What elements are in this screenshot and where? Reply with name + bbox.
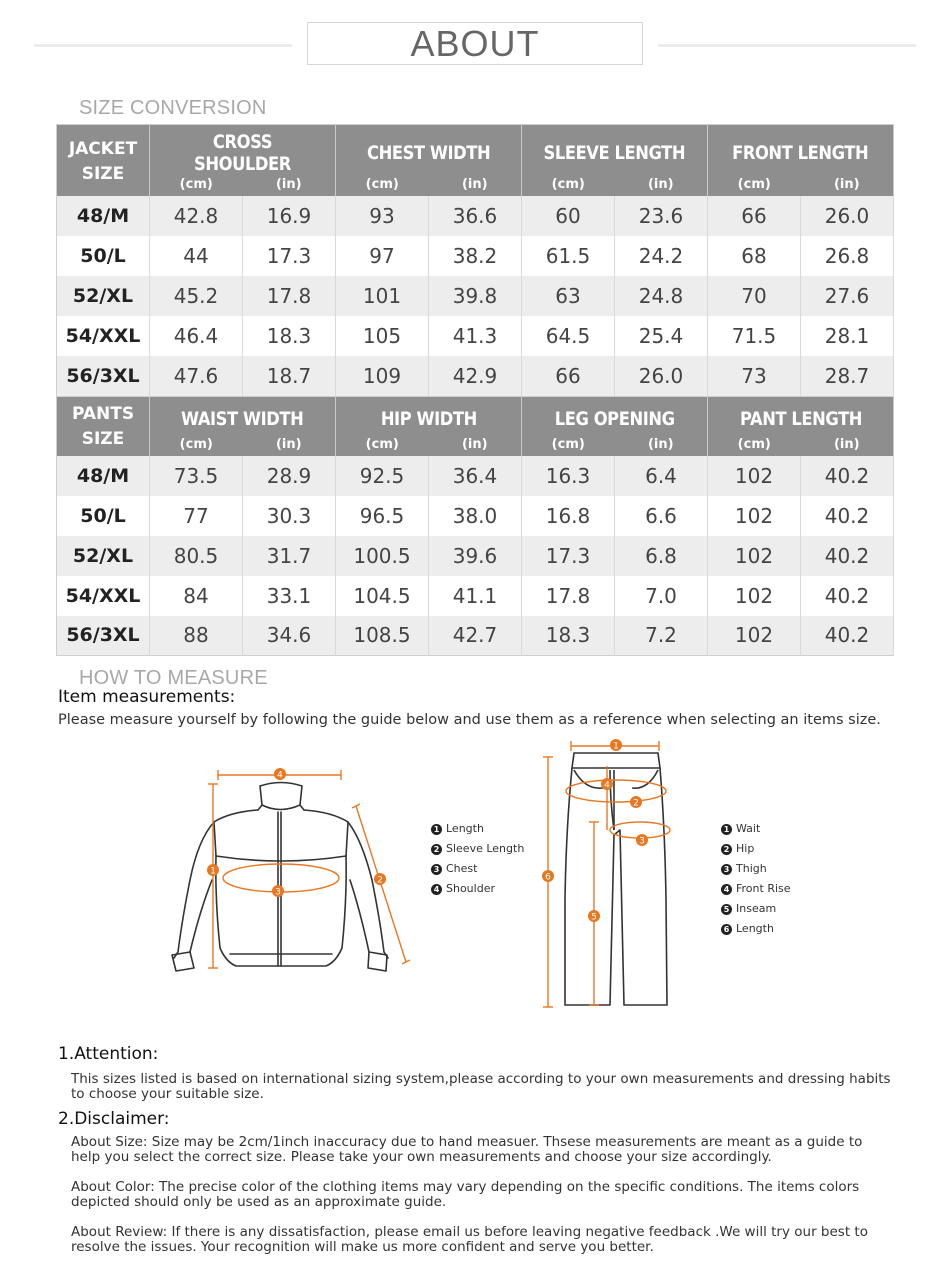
value-cell: 80.5: [150, 536, 243, 576]
value-cell: 36.4: [429, 456, 522, 496]
value-cell: 60: [522, 196, 615, 236]
value-cell: 40.2: [801, 496, 894, 536]
value-cell: 39.8: [429, 276, 522, 316]
header-chest-width: CHEST WIDTH: [336, 125, 522, 176]
value-cell: 77: [150, 496, 243, 536]
value-cell: 41.3: [429, 316, 522, 356]
value-cell: 26.8: [801, 236, 894, 276]
value-cell: 101: [336, 276, 429, 316]
header-pant-length: PANT LENGTH: [708, 397, 894, 435]
value-cell: 6.4: [615, 456, 708, 496]
size-cell: 52/XL: [57, 276, 150, 316]
value-cell: 16.3: [522, 456, 615, 496]
value-cell: 31.7: [243, 536, 336, 576]
header-leg-opening: LEG OPENING: [522, 397, 708, 435]
jacket-marker-shoulder: 4: [277, 770, 283, 781]
pants-legend: [721, 819, 791, 939]
value-cell: 16.9: [243, 196, 336, 236]
unit-label-cm: (cm): [150, 435, 243, 456]
value-cell: 26.0: [615, 356, 708, 396]
value-cell: 17.3: [522, 536, 615, 576]
size-cell: 50/L: [57, 236, 150, 276]
value-cell: 73: [708, 356, 801, 396]
value-cell: 40.2: [801, 536, 894, 576]
header-hip-width: HIP WIDTH: [336, 397, 522, 435]
pants-marker-front-rise: 4: [604, 780, 610, 791]
value-cell: 92.5: [336, 456, 429, 496]
value-cell: 88: [150, 616, 243, 656]
value-cell: 46.4: [150, 316, 243, 356]
item-measurements-description: Please measure yourself by following the guide below and use them as a reference when selecting an items size.: [58, 712, 881, 728]
value-cell: 97: [336, 236, 429, 276]
disclaimer-size: About Size: Size may be 2cm/1inch inaccuracy due to hand measuer. Thsese measurements are meant as a guide to help you select the correct size. Please take your own measurements and choose your size accordingly.: [71, 1134, 863, 1165]
value-cell: 40.2: [801, 456, 894, 496]
value-cell: 96.5: [336, 496, 429, 536]
value-cell: 42.8: [150, 196, 243, 236]
unit-label-cm: (cm): [522, 435, 615, 456]
pants-size-header-line1: PANTS: [71, 404, 135, 425]
how-to-measure-label: HOW TO MEASURE: [79, 667, 268, 689]
value-cell: 109: [336, 356, 429, 396]
legend-item-thigh: 3 Thigh: [721, 859, 791, 879]
value-cell: 17.3: [243, 236, 336, 276]
disclaimer-review: About Review: If there is any dissatisfaction, please email us before leaving negative feedback .We will try our best to resolve the issues. Your recognition will make us more confident and serve you better.: [71, 1224, 868, 1255]
unit-label-in: (in): [801, 175, 894, 196]
value-cell: 104.5: [336, 576, 429, 616]
pants-marker-length: 6: [545, 872, 551, 883]
value-cell: 24.2: [615, 236, 708, 276]
legend-item-hip: 2 Hip: [721, 839, 791, 859]
unit-label-in: (in): [615, 435, 708, 456]
size-cell: 50/L: [57, 496, 150, 536]
pants-marker-inseam: 5: [591, 912, 597, 923]
value-cell: 7.0: [615, 576, 708, 616]
value-cell: 42.7: [429, 616, 522, 656]
value-cell: 26.0: [801, 196, 894, 236]
value-cell: 28.7: [801, 356, 894, 396]
value-cell: 24.8: [615, 276, 708, 316]
legend-item-wait: 1 Wait: [721, 819, 791, 839]
value-cell: 105: [336, 316, 429, 356]
value-cell: 17.8: [522, 576, 615, 616]
unit-label-in: (in): [429, 435, 522, 456]
value-cell: 66: [708, 196, 801, 236]
value-cell: 39.6: [429, 536, 522, 576]
value-cell: 40.2: [801, 616, 894, 656]
legend-item-sleeve-length: 2 Sleeve Length: [431, 839, 524, 859]
legend-item-front-rise: 4 Front Rise: [721, 879, 791, 899]
value-cell: 61.5: [522, 236, 615, 276]
value-cell: 18.7: [243, 356, 336, 396]
value-cell: 102: [708, 456, 801, 496]
value-cell: 28.9: [243, 456, 336, 496]
size-cell: 54/XXL: [57, 576, 150, 616]
legend-item-pant-length: 6 Length: [721, 919, 791, 939]
value-cell: 102: [708, 536, 801, 576]
value-cell: 34.6: [243, 616, 336, 656]
value-cell: 41.1: [429, 576, 522, 616]
value-cell: 64.5: [522, 316, 615, 356]
unit-label-cm: (cm): [150, 175, 243, 196]
value-cell: 93: [336, 196, 429, 236]
size-cell: 48/M: [57, 196, 150, 236]
pants-marker-thigh: 3: [639, 836, 645, 847]
value-cell: 27.6: [801, 276, 894, 316]
value-cell: 100.5: [336, 536, 429, 576]
size-cell: 52/XL: [57, 536, 150, 576]
header-front-length: FRONT LENGTH: [708, 125, 894, 176]
header-waist-width: WAIST WIDTH: [150, 397, 336, 435]
unit-label-cm: (cm): [336, 175, 429, 196]
legend-item-shoulder: 4 Shoulder: [431, 879, 524, 899]
value-cell: 44: [150, 236, 243, 276]
unit-label-cm: (cm): [336, 435, 429, 456]
item-measurements-title: Item measurements:: [58, 687, 236, 707]
unit-label-in: (in): [801, 435, 894, 456]
value-cell: 38.2: [429, 236, 522, 276]
value-cell: 23.6: [615, 196, 708, 236]
size-cell: 48/M: [57, 456, 150, 496]
pants-drawing: [565, 753, 667, 1005]
value-cell: 47.6: [150, 356, 243, 396]
unit-label-cm: (cm): [522, 175, 615, 196]
value-cell: 68: [708, 236, 801, 276]
value-cell: 38.0: [429, 496, 522, 536]
value-cell: 25.4: [615, 316, 708, 356]
value-cell: 40.2: [801, 576, 894, 616]
disclaimer-title: 2.Disclaimer:: [58, 1109, 170, 1129]
unit-label-in: (in): [243, 175, 336, 196]
value-cell: 18.3: [243, 316, 336, 356]
value-cell: 6.6: [615, 496, 708, 536]
attention-title: 1.Attention:: [58, 1044, 159, 1064]
header-sleeve-length: SLEEVE LENGTH: [522, 125, 708, 176]
value-cell: 6.8: [615, 536, 708, 576]
value-cell: 30.3: [243, 496, 336, 536]
jacket-marker-chest: 3: [275, 887, 281, 898]
unit-label-in: (in): [615, 175, 708, 196]
value-cell: 28.1: [801, 316, 894, 356]
value-cell: 45.2: [150, 276, 243, 316]
value-cell: 108.5: [336, 616, 429, 656]
header-cross-shoulder: CROSS SHOULDER: [150, 125, 336, 176]
value-cell: 71.5: [708, 316, 801, 356]
value-cell: 33.1: [243, 576, 336, 616]
value-cell: 18.3: [522, 616, 615, 656]
value-cell: 36.6: [429, 196, 522, 236]
pants-size-header-line2: SIZE: [81, 429, 125, 450]
unit-label-in: (in): [429, 175, 522, 196]
jacket-marker-sleeve: 2: [377, 875, 383, 886]
legend-item-length: 1 Length: [431, 819, 524, 839]
legend-item-chest: 3 Chest: [431, 859, 524, 879]
size-cell: 56/3XL: [57, 616, 150, 656]
unit-label-in: (in): [243, 435, 336, 456]
disclaimer-color: About Color: The precise color of the clothing items may vary depending on the specific conditions. The items colors depicted should only be used as an approximate guide.: [71, 1179, 860, 1210]
jacket-markers: [207, 768, 386, 898]
jacket-size-header-line1: JACKET: [68, 138, 138, 159]
value-cell: 73.5: [150, 456, 243, 496]
value-cell: 102: [708, 496, 801, 536]
jacket-drawing: [172, 783, 388, 972]
value-cell: 17.8: [243, 276, 336, 316]
value-cell: 66: [522, 356, 615, 396]
pants-marker-waist: 1: [613, 741, 619, 752]
value-cell: 70: [708, 276, 801, 316]
jacket-size-header-line2: SIZE: [81, 163, 125, 184]
jacket-legend: [431, 819, 524, 899]
value-cell: 102: [708, 576, 801, 616]
value-cell: 102: [708, 616, 801, 656]
unit-label-cm: (cm): [708, 435, 801, 456]
size-cell: 54/XXL: [57, 316, 150, 356]
jacket-marker-length: 1: [210, 866, 216, 877]
value-cell: 7.2: [615, 616, 708, 656]
unit-label-cm: (cm): [708, 175, 801, 196]
jacket-measure-lines: [208, 770, 410, 968]
value-cell: 63: [522, 276, 615, 316]
value-cell: 42.9: [429, 356, 522, 396]
value-cell: 16.8: [522, 496, 615, 536]
size-conversion-label: SIZE CONVERSION: [79, 97, 267, 119]
page-title: ABOUT: [307, 22, 643, 65]
size-cell: 56/3XL: [57, 356, 150, 396]
value-cell: 84: [150, 576, 243, 616]
pants-marker-hip: 2: [633, 798, 639, 809]
attention-text: This sizes listed is based on international sizing system,please according to your own measurements and dressing habits to choose your suitable size.: [71, 1071, 891, 1102]
legend-item-inseam: 5 Inseam: [721, 899, 791, 919]
pants-markers: [542, 739, 648, 923]
